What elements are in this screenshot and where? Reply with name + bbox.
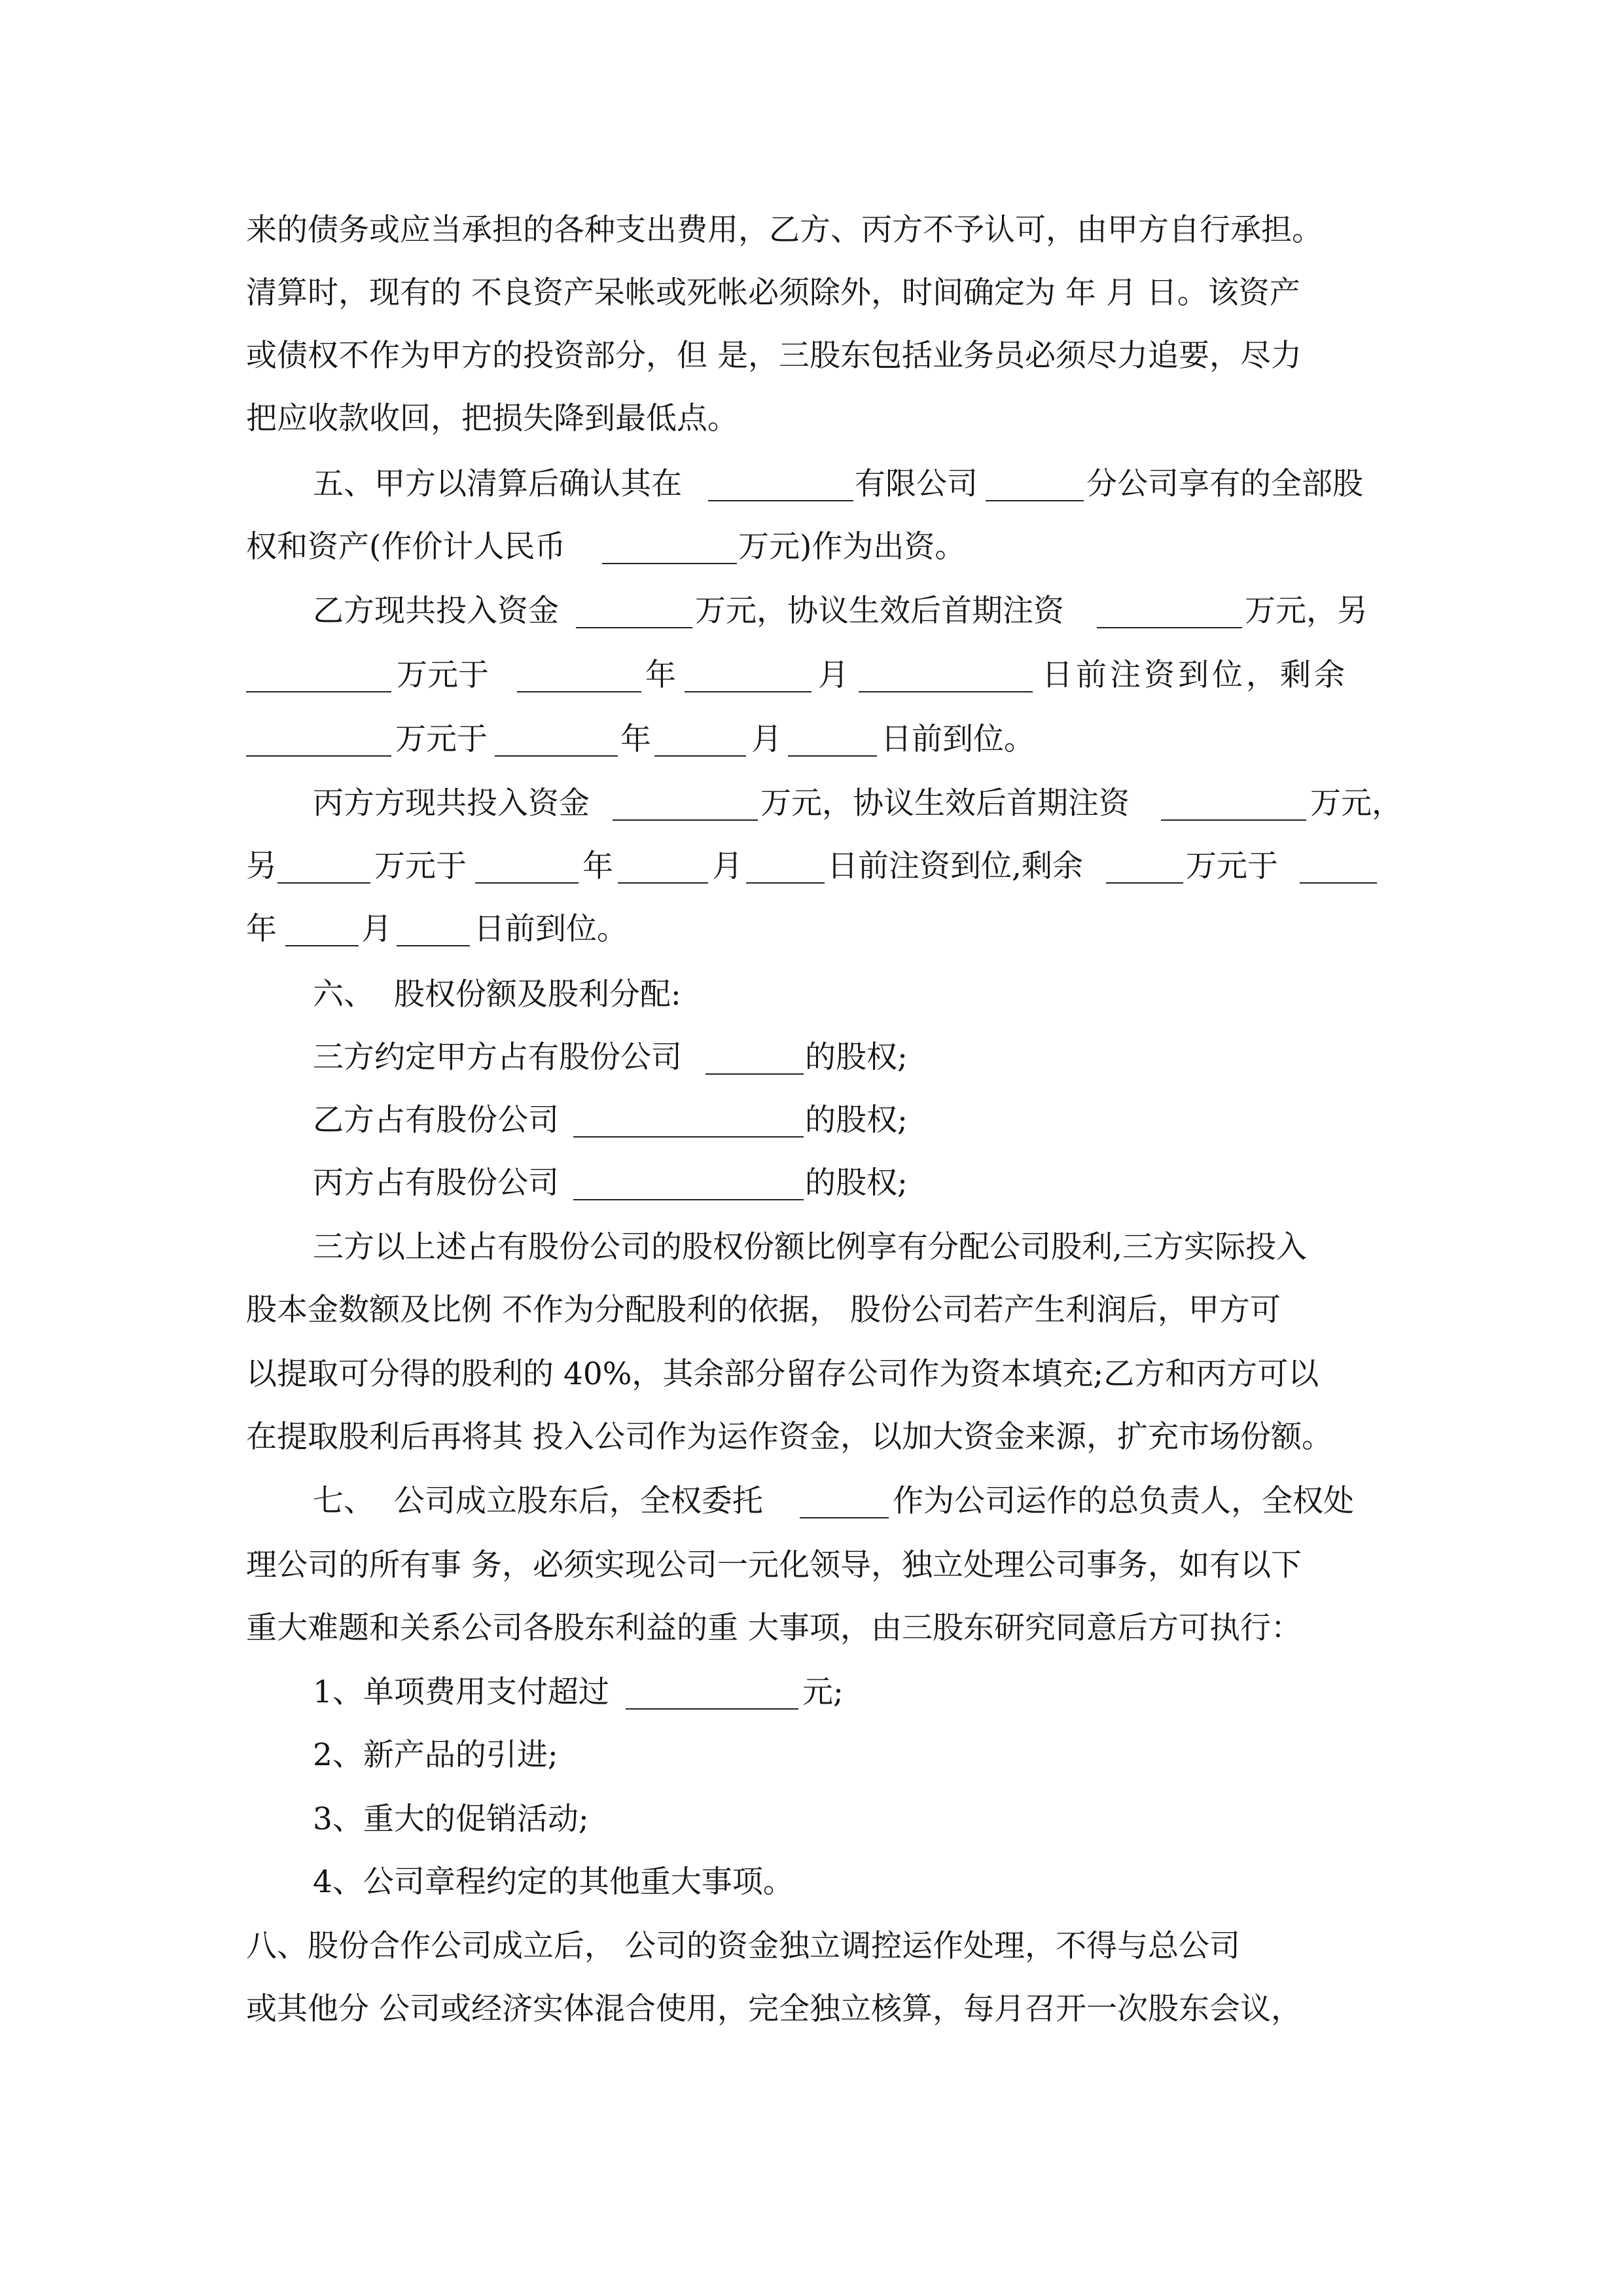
- text-line: [0, 1348, 1623, 1401]
- fill-blank[interactable]: [800, 1517, 889, 1518]
- list-item: [0, 1793, 1623, 1846]
- fill-blank[interactable]: [277, 882, 370, 884]
- text: 在提取股利后再将其 投入公司作为运作资金，以加大资金来源，扩充市场份额。: [246, 1419, 1332, 1455]
- text: 五、甲方以清算后确认其在: [313, 466, 682, 502]
- text: 权和资产(作价计人民币: [246, 529, 566, 565]
- section-heading: 六、 股权份额及股利分配:: [313, 977, 681, 1013]
- text: 万元于: [1186, 848, 1278, 884]
- text: 乙方现共投入资金: [313, 593, 559, 629]
- fill-blank[interactable]: [746, 882, 825, 884]
- text: 丙方方现共投入资金: [313, 785, 590, 821]
- party-c-line-3: [0, 903, 1623, 956]
- text-line: [0, 267, 1623, 319]
- text: 万元于: [397, 657, 489, 693]
- party-b-line-1: [0, 585, 1623, 637]
- text: 的股权;: [805, 1039, 908, 1075]
- fill-blank[interactable]: [654, 755, 746, 757]
- section-5-line-1: [0, 458, 1623, 511]
- fill-blank[interactable]: [285, 945, 359, 946]
- fill-blank[interactable]: [246, 755, 391, 757]
- section-6-title: [0, 969, 1623, 1021]
- text-line: [0, 1284, 1623, 1336]
- list-item: [0, 1856, 1623, 1909]
- text: 万元，: [1310, 785, 1402, 821]
- text: 年: [582, 848, 613, 884]
- party-c-line-1: [0, 778, 1623, 830]
- text: 清算时，现有的 不良资产呆帐或死帐必须除外，时间确定为 年 月 日。该资产: [246, 275, 1300, 311]
- fill-blank[interactable]: [788, 755, 877, 757]
- text: 万元于: [374, 848, 467, 884]
- text: 月: [818, 657, 849, 693]
- section-5-line-2: [0, 521, 1623, 573]
- text: 另: [246, 848, 277, 884]
- text: 三方约定甲方占有股份公司: [313, 1039, 682, 1075]
- text: 七、 公司成立股东后，全权委托: [313, 1483, 763, 1519]
- fill-blank[interactable]: [1106, 882, 1183, 884]
- text: 年: [246, 911, 277, 947]
- text: 或债权不作为甲方的投资部分，但 是，三股东包括业务员必须尽力追要，尽力: [246, 338, 1302, 374]
- fill-blank[interactable]: [1097, 627, 1242, 628]
- text: 日前注资到位，剩余: [1042, 657, 1348, 693]
- text-line: [0, 1539, 1623, 1592]
- fill-blank[interactable]: [602, 563, 737, 564]
- fill-blank[interactable]: [576, 627, 692, 628]
- fill-blank[interactable]: [475, 882, 579, 884]
- text: 三方以上述占有股份公司的股权份额比例享有分配公司股利,三方实际投入: [313, 1229, 1307, 1265]
- text: 日前注资到位,剩余: [827, 848, 1083, 884]
- text: 的股权;: [805, 1102, 908, 1138]
- fill-blank[interactable]: [573, 1199, 804, 1200]
- text-line: [0, 1602, 1623, 1655]
- text-line: [0, 330, 1623, 382]
- share-line-c: [0, 1157, 1623, 1210]
- text: 年: [645, 657, 676, 693]
- text: 日前到位。: [881, 721, 1035, 757]
- text: 3、重大的促销活动;: [313, 1801, 589, 1837]
- fill-blank[interactable]: [859, 691, 1033, 692]
- fill-blank[interactable]: [613, 819, 758, 821]
- list-item: [0, 1729, 1623, 1782]
- share-line-b: [0, 1094, 1623, 1147]
- text: 日前到位。: [474, 911, 628, 947]
- party-b-line-2: [0, 649, 1623, 702]
- fill-blank[interactable]: [573, 1136, 804, 1138]
- text-line: [0, 393, 1623, 445]
- text: 乙方占有股份公司: [313, 1102, 559, 1138]
- fill-blank[interactable]: [986, 500, 1084, 501]
- fill-blank[interactable]: [397, 945, 470, 946]
- fill-blank[interactable]: [517, 691, 641, 692]
- fill-blank[interactable]: [1161, 819, 1306, 821]
- text: 丙方占有股份公司: [313, 1165, 559, 1201]
- list-item: [0, 1666, 1623, 1719]
- fill-blank[interactable]: [705, 1073, 804, 1075]
- fill-blank[interactable]: [1300, 882, 1377, 884]
- text: 理公司的所有事 务，必须实现公司一元化领导，独立处理公司事务，如有以下: [246, 1547, 1302, 1583]
- party-b-line-3: [0, 713, 1623, 766]
- text-line: [0, 1411, 1623, 1463]
- text: 元;: [802, 1674, 844, 1710]
- party-c-line-2: [0, 840, 1623, 893]
- text-line: [0, 1920, 1623, 1973]
- text-line: [0, 1983, 1623, 2036]
- text: 股本金数额及比例 不作为分配股利的依据， 股份公司若产生利润后，甲方可: [246, 1292, 1281, 1328]
- share-line-a: [0, 1031, 1623, 1084]
- text: 以提取可分得的股利的 40%，其余部分留存公司作为资本填充;乙方和丙方可以: [246, 1356, 1319, 1392]
- fill-blank[interactable]: [708, 500, 853, 501]
- text: 1、单项费用支付超过: [313, 1674, 609, 1710]
- fill-blank[interactable]: [685, 691, 812, 692]
- text: 万元，协议生效后首期注资: [760, 785, 1130, 821]
- text: 万元，协议生效后首期注资: [695, 593, 1064, 629]
- text: 把应收款收回，把损失降到最低点。: [246, 401, 738, 437]
- section-7-line-1: [0, 1475, 1623, 1528]
- text: 万元)作为出资。: [738, 529, 966, 565]
- text: 万元于: [395, 721, 488, 757]
- text: 重大难题和关系公司各股东利益的重 大事项，由三股东研究同意后方可执行：: [246, 1610, 1302, 1646]
- text: 作为公司运作的总负责人，全权处: [893, 1483, 1354, 1519]
- text-line: [0, 204, 1623, 257]
- text: 月: [712, 848, 743, 884]
- text: 4、公司章程约定的其他重大事项。: [313, 1864, 794, 1900]
- text: 或其他分 公司或经济实体混合使用，完全独立核算，每月召开一次股东会议，: [246, 1991, 1302, 2027]
- text: 八、股份合作公司成立后， 公司的资金独立调控运作处理，不得与总公司: [246, 1928, 1240, 1964]
- text: 月: [751, 721, 782, 757]
- text: 年: [620, 721, 651, 757]
- fill-blank[interactable]: [495, 755, 618, 757]
- text: 有限公司: [855, 466, 978, 502]
- fill-blank[interactable]: [246, 691, 391, 692]
- fill-blank[interactable]: [626, 1708, 798, 1710]
- text: 的股权;: [805, 1165, 908, 1201]
- fill-blank[interactable]: [618, 882, 708, 884]
- text: 月: [361, 911, 392, 947]
- text: 2、新产品的引进;: [313, 1737, 558, 1773]
- text: 分公司享有的全部股: [1086, 466, 1363, 502]
- text-line: [0, 1221, 1623, 1274]
- text: 来的债务或应当承担的各种支出费用，乙方、丙方不予认可，由甲方自行承担。: [246, 212, 1323, 248]
- text: 万元，另: [1245, 593, 1368, 629]
